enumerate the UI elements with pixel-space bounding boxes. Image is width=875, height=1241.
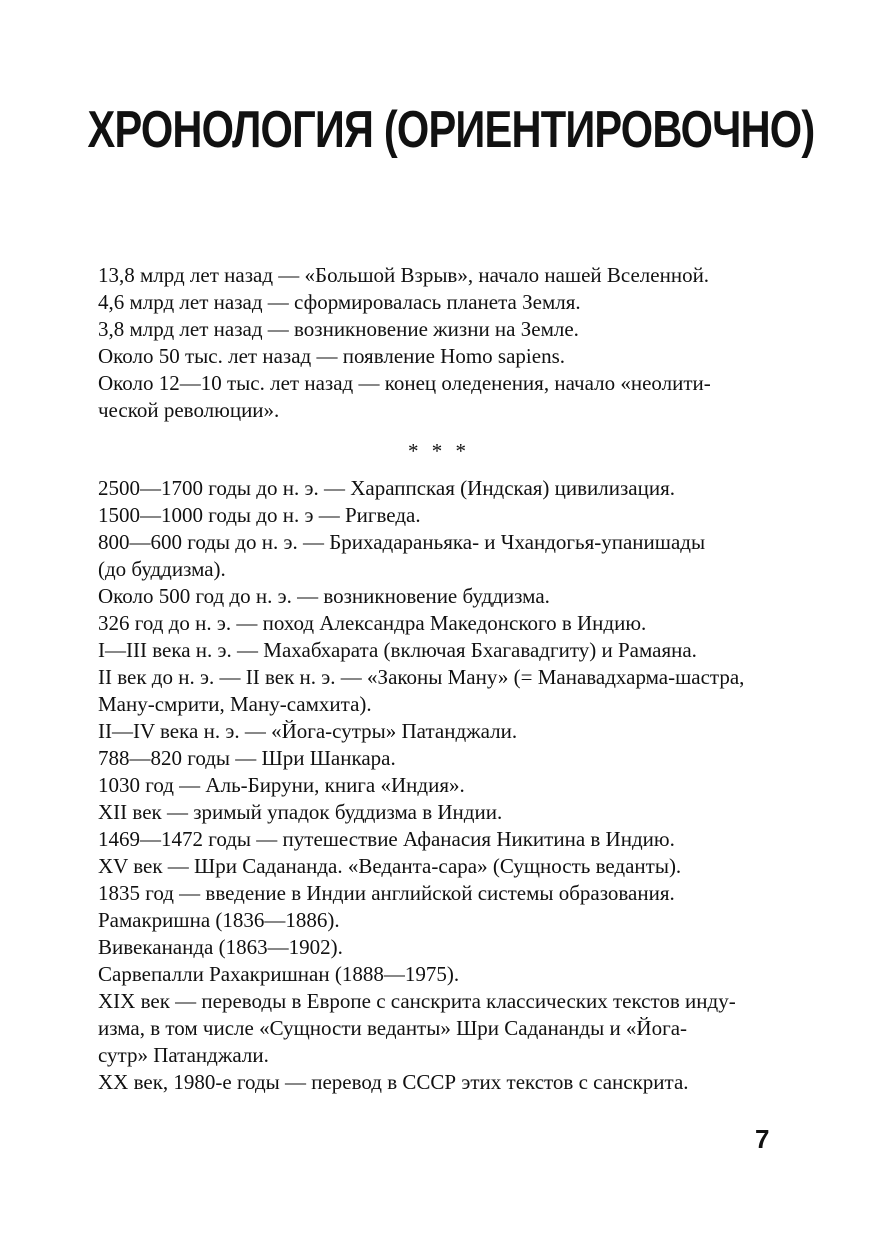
chronology-entry [98,772,780,799]
chronology-group-prehistory [98,262,780,424]
chronology-entry [98,529,780,583]
chronology-entry [98,745,780,772]
chronology-entry [98,718,780,745]
entry-line: ческой революции». [98,398,280,422]
chronology-entry [98,316,780,343]
entry-line: Около 12—10 тыс. лет назад — конец оледенения, начало «неолити- [98,371,711,395]
chronology-entry [98,799,780,826]
chronology-entry [98,853,780,880]
entry-line: 326 год до н. э. — поход Александра Македонского в Индию. [98,611,647,635]
chronology-entry [98,262,780,289]
entry-line: XX век, 1980-е годы — перевод в СССР этих текстов с санскрита. [98,1070,689,1094]
entry-line: XV век — Шри Садананда. «Веданта-сара» (Сущность веданты). [98,854,682,878]
entry-line: 1469—1472 годы — путешествие Афанасия Никитина в Индию. [98,827,675,851]
chronology-entry [98,502,780,529]
chronology-entry [98,880,780,907]
page-title: ХРОНОЛОГИЯ (ОРИЕНТИРОВОЧНО) [87,101,815,159]
chronology-list [98,262,780,1096]
chronology-group-history [98,475,780,1096]
entry-line: Рамакришна (1836—1886). [98,908,340,932]
entry-line: Около 50 тыс. лет назад — появление Homo sapiens. [98,344,566,368]
chronology-entry [98,289,780,316]
entry-line: II век до н. э. — II век н. э. — «Законы Ману» (= Манавадхарма-шастра, [98,665,745,689]
entry-line: Около 500 год до н. э. — возникновение буддизма. [98,584,550,608]
entry-line: изма, в том числе «Сущности веданты» Шри Садананды и «Йога- [98,1016,688,1040]
chronology-entry [98,826,780,853]
chronology-entry [98,907,780,934]
entry-line: XIX век — переводы в Европе с санскрита классических текстов инду- [98,989,736,1013]
entry-line: 4,6 млрд лет назад — сформировалась планета Земля. [98,290,581,314]
entry-line: 13,8 млрд лет назад — «Большой Взрыв», начало нашей Вселенной. [98,263,710,287]
chronology-entry [98,988,780,1069]
entry-line: Сарвепалли Рахакришнан (1888—1975). [98,962,460,986]
entry-line: 3,8 млрд лет назад — возникновение жизни на Земле. [98,317,579,341]
entry-line: (до буддизма). [98,557,226,581]
entry-line: XII век — зримый упадок буддизма в Индии. [98,800,503,824]
entry-line: 800—600 годы до н. э. — Брихадараньяка- и Чхандогья-упанишады [98,530,706,554]
page-number: 7 [755,1124,770,1154]
chronology-entry [98,475,780,502]
entry-line: 1835 год — введение в Индии английской системы образования. [98,881,675,905]
entry-line: II—IV века н. э. — «Йога-сутры» Патанджали. [98,719,518,743]
entry-line: Ману-смрити, Ману-самхита). [98,692,372,716]
entry-line: 788—820 годы — Шри Шанкара. [98,746,396,770]
chronology-entry [98,370,780,424]
section-separator: * * * [408,439,470,463]
entry-line: 2500—1700 годы до н. э. — Хараппская (Индская) цивилизация. [98,476,676,500]
chronology-entry [98,934,780,961]
chronology-entry [98,664,780,718]
chronology-entry [98,1069,780,1096]
entry-line: Вивекананда (1863—1902). [98,935,343,959]
chronology-entry [98,610,780,637]
entry-line: I—III века н. э. — Махабхарата (включая Бхагавадгиту) и Рамаяна. [98,638,697,662]
entry-line: 1030 год — Аль-Бируни, книга «Индия». [98,773,465,797]
entry-line: 1500—1000 годы до н. э — Ригведа. [98,503,421,527]
chronology-entry [98,637,780,664]
entry-line: сутр» Патанджали. [98,1043,269,1067]
chronology-entry [98,583,780,610]
chronology-entry [98,343,780,370]
chronology-entry [98,961,780,988]
